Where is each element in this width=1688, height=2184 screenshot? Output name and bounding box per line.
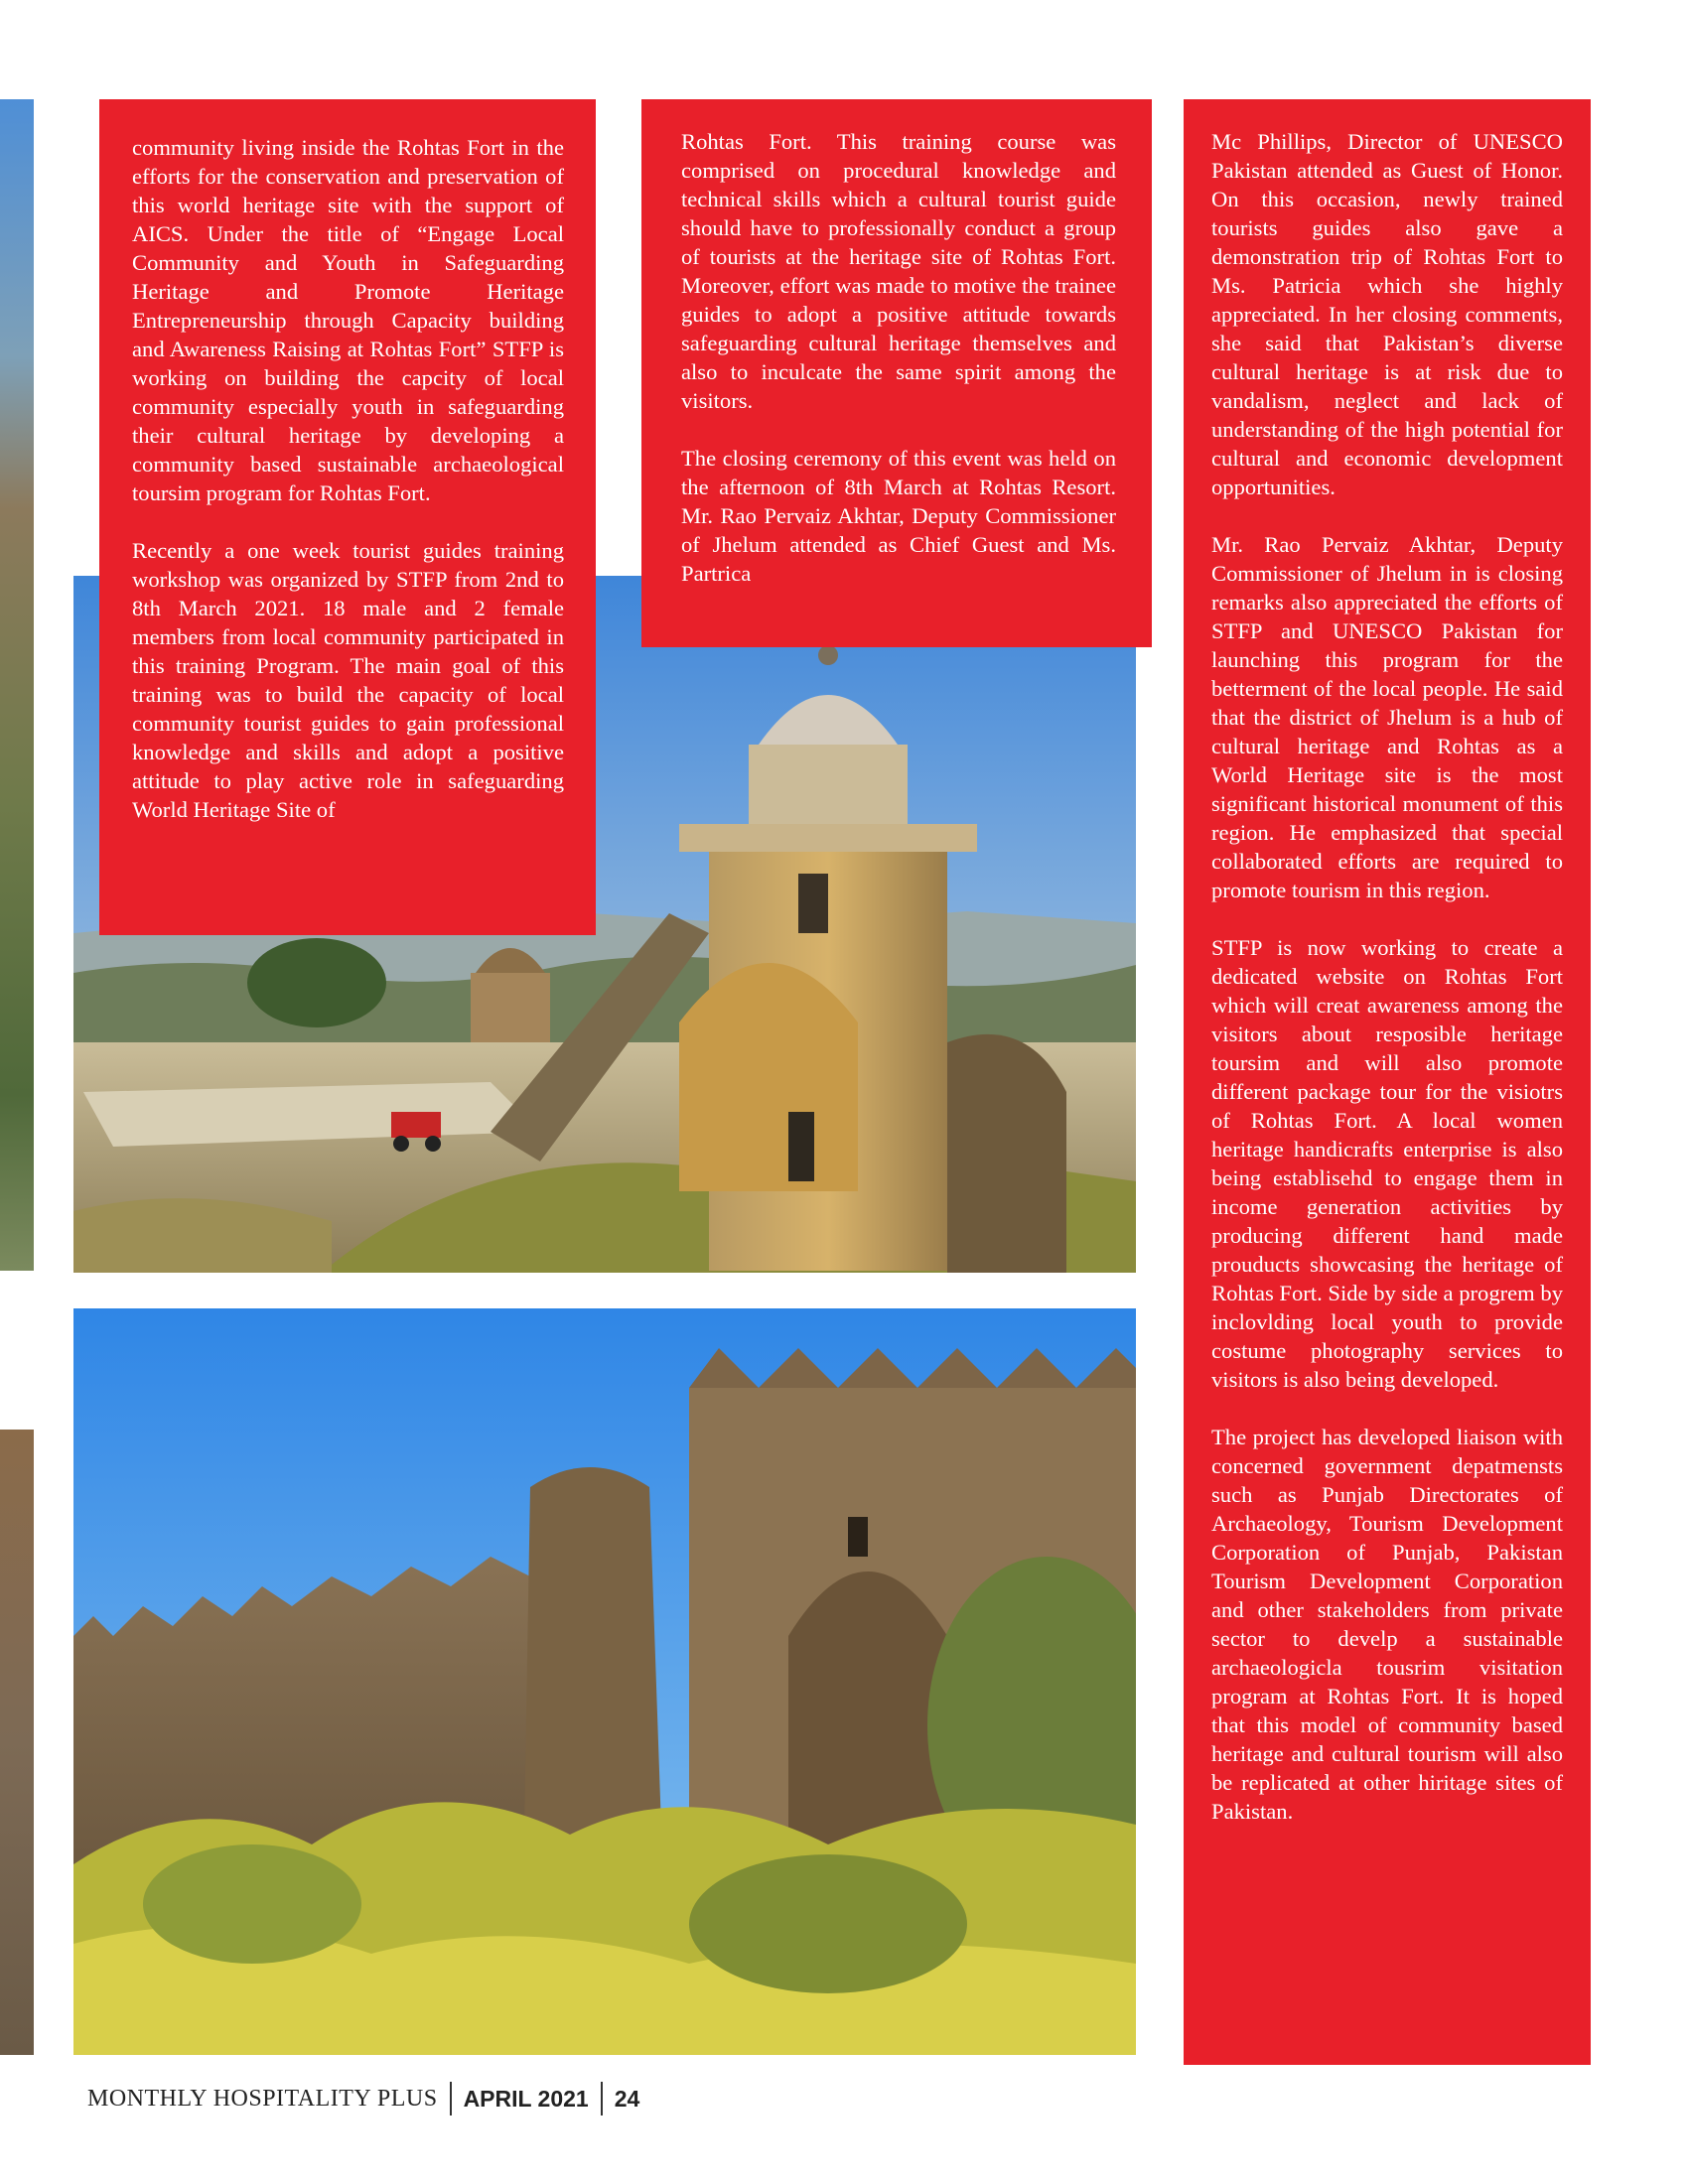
article-column-1 <box>99 99 596 935</box>
left-edge-photo-bottom <box>0 1430 34 2055</box>
col1-paragraph-1: community living inside the Rohtas Fort in the efforts for the conservation and preservation of this world heritage site with the support of AICS. Under the title of “Engage Local Community and Youth in Safeguarding Heritage and Promote Heritage Entrepreneurship through Capacity building and Awareness Raising at Rohtas Fort” STFP is working on building the capcity of local community especially youth in safeguarding their cultural heritage by developing a community based sustainable archaeological toursim program for Rohtas Fort. <box>132 135 564 505</box>
publication-name: MONTHLY HOSPITALITY PLUS <box>87 2085 438 2112</box>
footer-divider <box>601 2082 603 2116</box>
left-edge-photo-top <box>0 99 34 1271</box>
article-column-2 <box>641 99 1152 647</box>
col3-paragraph-1: Mc Phillips, Director of UNESCO Pakistan attended as Guest of Honor. On this occasion, newly trained tourists guides also gave a demonstration trip of Rohtas Fort to Ms. Patricia which she highly appreciated. In her closing comments, she said that Pakistan’s diverse cultural heritage is at risk due to vandalism, neglect and lack of understanding of the high potential for cultural and economic development opportunities. <box>1211 129 1563 499</box>
article-column-3 <box>1184 99 1591 2065</box>
col3-paragraph-4: The project has developed liaison with concerned government depatmensts such as Punjab Directorates of Archaeology, Tourism Development Corporation of Punjab, Pakistan Tourism Development Corporation and other stakeholders from private sector to develp a sustainable archaeologicla tousrim visitation program at Rohtas Fort. It is hoped that this model of community based heritage and cultural tourism will also be replicated at other hiritage sites of Pakistan. <box>1211 1425 1563 1824</box>
col2-paragraph-2: The closing ceremony of this event was held on the afternoon of 8th March at Rohtas Resort. Mr. Rao Pervaiz Akhtar, Deputy Commissioner of Jhelum attended as Chief Guest and Ms. Partrica <box>681 446 1116 586</box>
rohtas-walls-photo <box>73 1308 1136 2055</box>
col1-paragraph-2: Recently a one week tourist guides training workshop was organized by STFP from 2nd to 8th March 2021. 18 male and 2 female members from local community participated in this training Program. The main goal of this training was to build the capacity of local community tourist guides to gain professional knowledge and skills and adopt a positive attitude to play active role in safeguarding World Heritage Site of <box>132 538 564 822</box>
footer-divider <box>450 2082 452 2116</box>
issue-date: APRIL 2021 <box>463 2085 589 2112</box>
col2-paragraph-1: Rohtas Fort. This training course was comprised on procedural knowledge and technical skills which a cultural tourist guide should have to professionally conduct a group of tourists at the heritage site of Rohtas Fort. Moreover, effort was made to motive the trainee guides to adopt a positive attitude towards safeguarding cultural heritage themselves and also to inculcate the same spirit among the visitors. <box>681 129 1116 413</box>
col3-paragraph-2: Mr. Rao Pervaiz Akhtar, Deputy Commissioner of Jhelum in is closing remarks also appreciated the efforts of STFP and UNESCO Pakistan for launching this program for the betterment of the local people. He said that the district of Jhelum is a hub of cultural heritage and Rohtas as a World Heritage site is the most significant historical monument of this region. He emphasized that special collaborated efforts are required to promote tourism in this region. <box>1211 532 1563 902</box>
col3-paragraph-3: STFP is now working to create a dedicated website on Rohtas Fort which will creat awareness among the visitors about resposible heritage toursim and will also promote different package tour for the visiotrs of Rohtas Fort. A local women heritage handicrafts enterprise is also being establisehd to engage them in income generation activities by producing different hand made prouducts showcasing the heritage of Rohtas Fort. Side by side a progrem by inclovlding local youth to provide costume photography services to visitors is also being developed. <box>1211 935 1563 1392</box>
page-footer <box>87 2081 639 2116</box>
page-number: 24 <box>614 2085 640 2112</box>
